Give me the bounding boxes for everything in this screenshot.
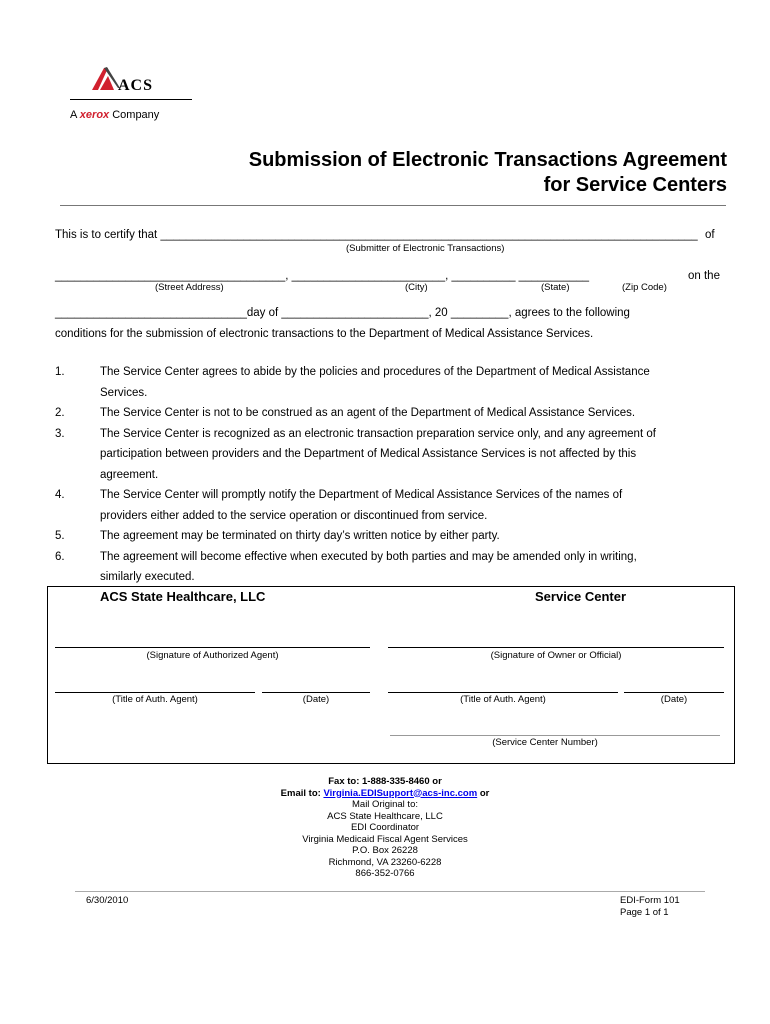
list-item: 4. The Service Center will promptly notify the Department of Medical Assistance Services of the names of providers either added to the service operation or discontinued from service. <box>55 489 623 522</box>
acs-logo <box>70 66 194 124</box>
date-line: ______________________________day of _______________________, 20 _________, agrees to the following <box>55 307 630 319</box>
street-caption: (Street Address) <box>155 282 224 293</box>
footer-form-info: EDI-Form 101 Page 1 of 1 <box>620 895 680 918</box>
state-caption: (State) <box>541 282 570 293</box>
acs-logo-text: ACS <box>118 77 154 94</box>
address-line: ____________________________________, ________________________, __________ ___________ <box>55 270 590 282</box>
conditions-list <box>55 362 735 588</box>
owner-signature-line[interactable] <box>388 647 724 648</box>
list-item: 6. The agreement will become effective when executed by both parties and may be amended only in writing, similarly executed. <box>55 550 637 583</box>
title-auth-line-left[interactable] <box>55 692 255 693</box>
center-number-line[interactable] <box>390 735 720 736</box>
address-line-3: Virginia Medicaid Fiscal Agent Services <box>302 833 468 845</box>
date-line-right[interactable] <box>624 692 724 693</box>
address-line-6: 866-352-0766 <box>355 868 415 879</box>
date-line-left[interactable] <box>262 692 370 693</box>
logo-tagline: A xerox Company <box>70 109 160 121</box>
page-title: Submission of Electronic Transactions Agreement for Service Centers <box>248 149 727 196</box>
city-caption: (City) <box>405 282 428 293</box>
address-line-1: ACS State Healthcare, LLC <box>327 810 443 822</box>
mail-original: Mail Original to: <box>352 799 418 810</box>
address-line-4: P.O. Box 26228 <box>352 845 418 856</box>
email-line: Email to: Virginia.EDISupport@acs-inc.com or <box>280 787 490 799</box>
authorized-signature-caption: (Signature of Authorized Agent) <box>146 650 279 661</box>
on-the-text: on the <box>688 270 720 282</box>
submitter-caption: (Submitter of Electronic Transactions) <box>346 243 505 254</box>
xerox-brand: xerox <box>79 109 110 121</box>
footer-rule <box>75 891 705 892</box>
address-line-2: EDI Coordinator <box>350 822 420 833</box>
certify-line1: This is to certify that ____________________________________________________________________________________ <box>55 229 698 241</box>
list-item: 3. The Service Center is recognized as an electronic transaction preparation service only, and any agreement of participation between providers and the Department of Medical Assistance Services is not affected by this agreement. <box>55 427 656 481</box>
title-auth-line-right[interactable] <box>388 692 618 693</box>
list-item: 1. The Service Center agrees to abide by the policies and procedures of the Department of Medical Assistance Services. <box>55 366 650 399</box>
contact-block <box>200 776 570 880</box>
date-caption-right: (Date) <box>660 694 688 705</box>
footer-date: 6/30/2010 <box>86 895 129 906</box>
acs-heading: ACS State Healthcare, LLC <box>100 589 266 604</box>
conditions-text: conditions for the submission of electronic transactions to the Department of Medical Assistance Services. <box>55 328 594 340</box>
address-line-5: Richmond, VA 23260-6228 <box>328 856 442 868</box>
zip-caption: (Zip Code) <box>622 282 667 293</box>
list-item: 2. The Service Center is not to be construed as an agent of the Department of Medical Assistance Services. <box>55 407 636 419</box>
fax-line: Fax to: 1-888-335-8460 or <box>328 776 442 787</box>
list-item: 5. The agreement may be terminated on thirty day’s written notice by either party. <box>55 530 500 542</box>
center-number-caption: (Service Center Number) <box>492 737 598 748</box>
authorized-signature-line[interactable] <box>55 647 370 648</box>
certify-of: of <box>705 229 715 241</box>
logo-divider <box>70 99 192 100</box>
owner-signature-caption: (Signature of Owner or Official) <box>490 650 622 661</box>
service-center-heading: Service Center <box>535 589 627 604</box>
title-auth-caption-right: (Title of Auth. Agent) <box>460 694 546 705</box>
date-caption-left: (Date) <box>302 694 330 705</box>
email-link[interactable]: Virginia.EDISupport@acs-inc.com <box>323 787 478 799</box>
title-auth-caption-left: (Title of Auth. Agent) <box>112 694 198 705</box>
title-rule <box>60 205 726 206</box>
